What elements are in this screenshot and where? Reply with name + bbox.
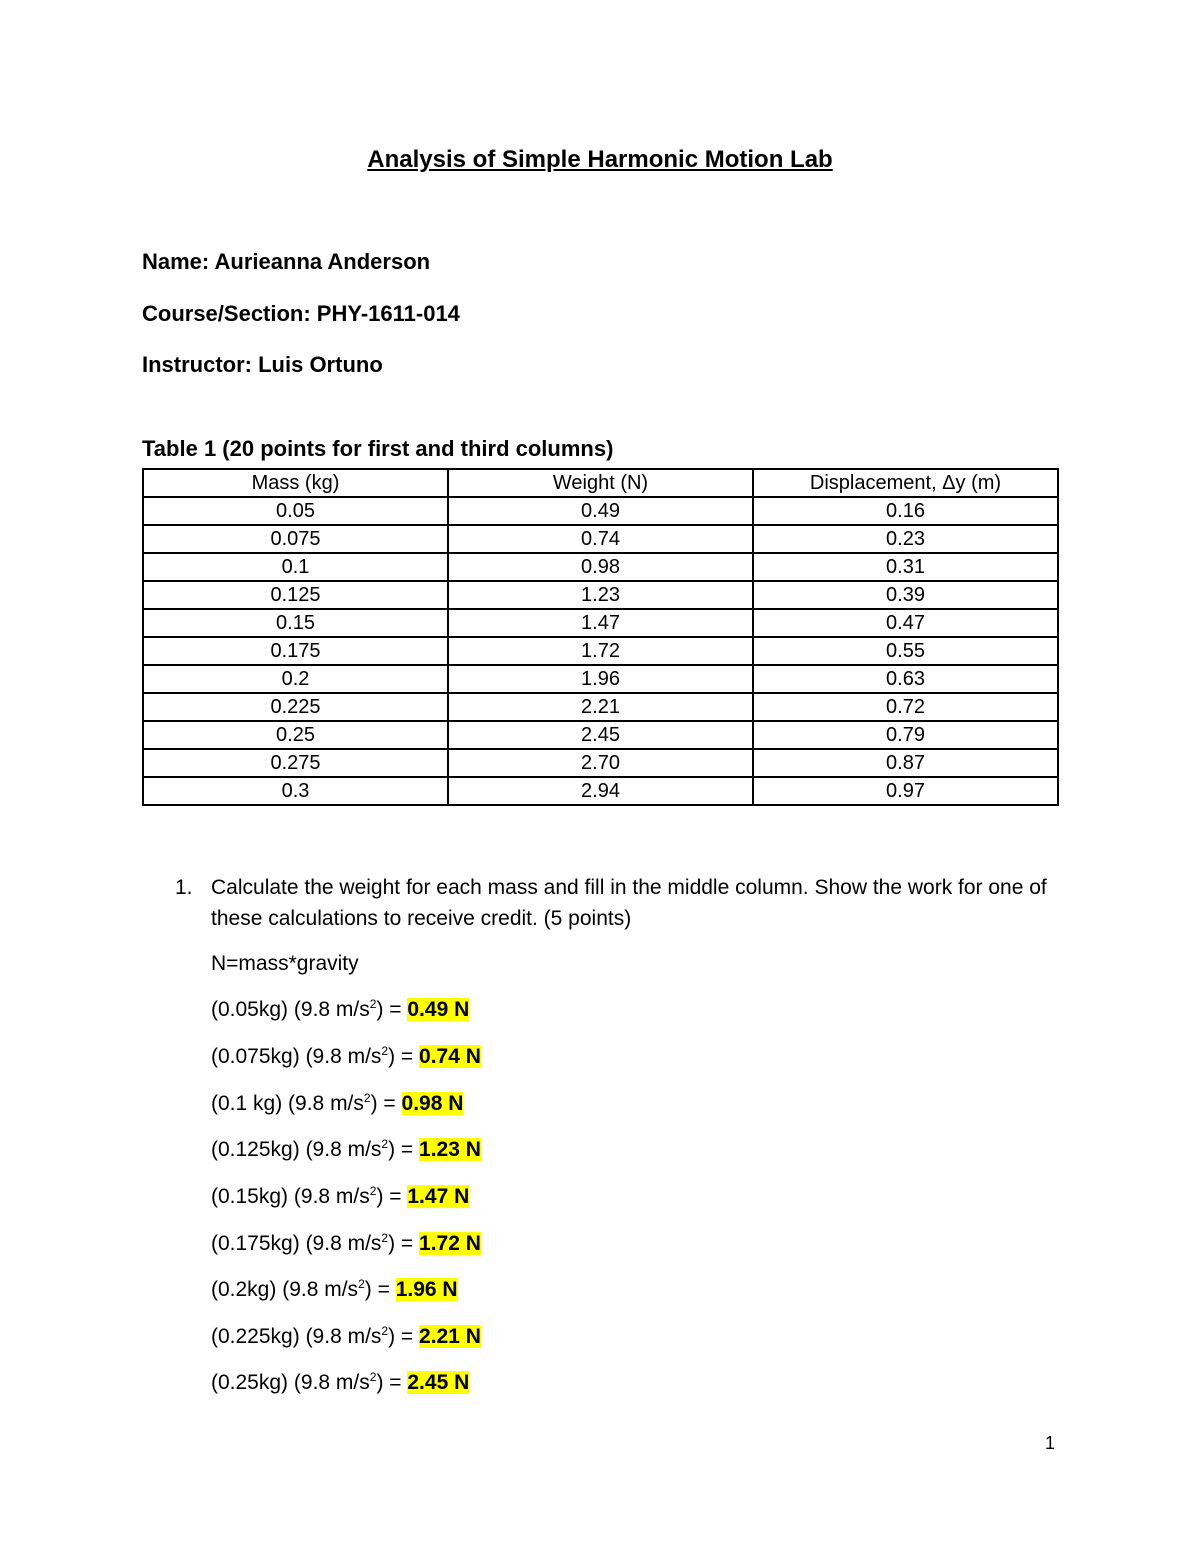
cell-weight: 2.21 [448,693,753,721]
cell-displacement: 0.72 [753,693,1058,721]
calc-gravity: (9.8 m/s [293,1185,370,1208]
calc-gravity-exponent: 2 [381,1231,389,1245]
calc-gravity: (9.8 m/s [282,1278,359,1301]
course-section: Course/Section: PHY-1611-014 [142,301,460,326]
cell-weight: 2.94 [448,777,753,805]
table-row [143,525,1058,553]
calc-gravity: (9.8 m/s [305,1045,382,1068]
table-row [143,777,1058,805]
calc-result-highlight: 2.45 N [407,1371,470,1394]
table-row [143,749,1058,777]
calc-result-highlight: 0.74 N [419,1045,481,1068]
question-text: Calculate the weight for each mass and fill in the middle column. Show the work for one of these calculations to receive credit. (5 points) [211,876,1047,930]
calc-result-highlight: 0.49 N [407,998,470,1021]
calc-gravity: (9.8 m/s [305,1325,382,1348]
calc-mass: (0.125kg) [211,1138,300,1161]
cell-mass: 0.275 [143,749,448,777]
question-number: 1. [175,876,193,899]
cell-displacement: 0.55 [753,637,1058,665]
calculation-line: (0.15kg) (9.8 $m/s^2) = 1.47$ N [211,1184,470,1208]
header-mass: Mass (kg) [143,469,448,497]
cell-mass: 0.075 [143,525,448,553]
table-row [143,581,1058,609]
calc-gravity: (9.8 m/s [293,1371,370,1394]
cell-displacement: 0.47 [753,609,1058,637]
cell-weight: 1.96 [448,665,753,693]
calc-mass: (0.15kg) [211,1185,289,1208]
calc-gravity: (9.8 m/s [305,1232,382,1255]
calc-gravity-exponent: 2 [369,1184,377,1198]
calc-gravity-exponent: 2 [369,997,377,1011]
cell-displacement: 0.79 [753,721,1058,749]
calc-mass: (0.1 kg) [211,1092,283,1115]
calc-mass: (0.075kg) [211,1045,300,1068]
cell-displacement: 0.39 [753,581,1058,609]
cell-mass: 0.25 [143,721,448,749]
calc-result-highlight: 0.98 N [401,1092,464,1115]
calc-result-highlight: 1.47 N [407,1185,470,1208]
instructor: Instructor: Luis Ortuno [142,352,383,377]
table-row [143,721,1058,749]
table-row [143,693,1058,721]
calc-gravity: (9.8 m/s [305,1138,382,1161]
calc-gravity-exponent: 2 [381,1044,389,1058]
cell-weight: 0.49 [448,497,753,525]
calculation-line: (0.175kg) (9.8 $m/s^2) = 1.72$ N [211,1231,481,1255]
cell-mass: 0.3 [143,777,448,805]
cell-weight: 2.70 [448,749,753,777]
calc-mass: (0.175kg) [211,1232,300,1255]
calc-mass: (0.25kg) [211,1371,289,1394]
question-1 [175,872,1075,934]
table-caption: Table 1 (20 points for first and third columns) [142,436,614,461]
calc-result-highlight: 1.23 N [419,1138,481,1161]
document-title: Analysis of Simple Harmonic Motion Lab [367,146,833,173]
table-row [143,497,1058,525]
calc-gravity: (9.8 m/s [288,1092,364,1115]
calc-result-highlight: 1.72 N [419,1232,481,1255]
calc-result-highlight: 2.21 N [419,1325,481,1348]
table-header-row [143,469,1058,497]
data-table [142,468,1059,806]
calc-mass: (0.2kg) [211,1278,277,1301]
calculation-line: (0.1 kg) (9.8 $m/s^2) = 0.98$ N [211,1091,464,1115]
calc-mass: (0.225kg) [211,1325,300,1348]
cell-weight: 0.98 [448,553,753,581]
cell-mass: 0.15 [143,609,448,637]
calc-result-highlight: 1.96 N [395,1278,458,1301]
cell-displacement: 0.87 [753,749,1058,777]
calculation-line: (0.075kg) (9.8 $m/s^2) = 0.74$ N [211,1044,481,1068]
calc-gravity-exponent: 2 [363,1091,371,1105]
calculation-line: (0.225kg) (9.8 $m/s^2) = 2.21$ N [211,1324,481,1348]
cell-mass: 0.175 [143,637,448,665]
cell-mass: 0.1 [143,553,448,581]
cell-displacement: 0.63 [753,665,1058,693]
calculation-line: (0.2kg) (9.8 $m/s^2) = 1.96$ N [211,1277,458,1301]
calc-mass: (0.05kg) [211,998,289,1021]
cell-weight: 1.47 [448,609,753,637]
cell-weight: 2.45 [448,721,753,749]
student-name: Name: Aurieanna Anderson [142,249,431,274]
calculation-line: (0.05kg) (9.8 $m/s^2) = 0.49$ N [211,997,470,1021]
table-row [143,665,1058,693]
cell-displacement: 0.16 [753,497,1058,525]
cell-displacement: 0.97 [753,777,1058,805]
cell-mass: 0.125 [143,581,448,609]
cell-mass: 0.2 [143,665,448,693]
table-row [143,609,1058,637]
cell-weight: 0.74 [448,525,753,553]
table-row [143,553,1058,581]
calc-gravity: (9.8 m/s [293,998,370,1021]
page-number: 1 [1045,1433,1056,1453]
calc-gravity-exponent: 2 [381,1324,389,1338]
cell-mass: 0.225 [143,693,448,721]
calc-gravity-exponent: 2 [358,1277,365,1291]
table-row [143,637,1058,665]
cell-displacement: 0.23 [753,525,1058,553]
header-weight: Weight (N) [448,469,753,497]
calculation-line: (0.125kg) (9.8 $m/s^2) = 1.23$ N [211,1137,481,1161]
formula: N=mass*gravity [211,952,359,975]
calc-gravity-exponent: 2 [381,1137,389,1151]
cell-displacement: 0.31 [753,553,1058,581]
cell-mass: 0.05 [143,497,448,525]
calculation-line: (0.25kg) (9.8 $m/s^2) = 2.45$ N [211,1370,470,1394]
calc-gravity-exponent: 2 [369,1370,377,1384]
cell-weight: 1.72 [448,637,753,665]
header-displacement: Displacement, Δy (m) [753,469,1058,497]
cell-weight: 1.23 [448,581,753,609]
